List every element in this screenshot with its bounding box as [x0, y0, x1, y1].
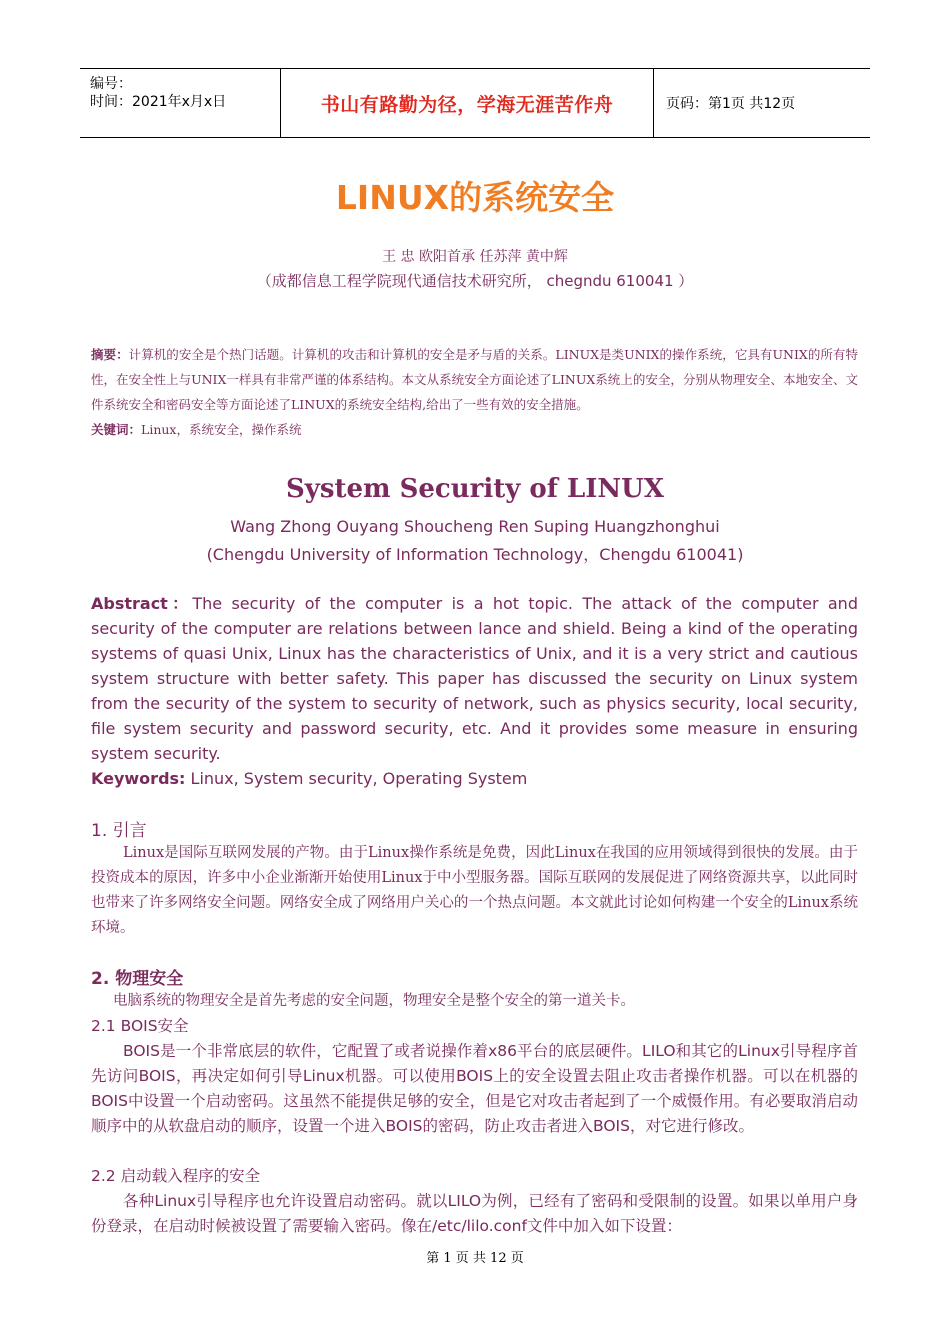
keywords-en-text: Linux, System security, Operating System: [185, 769, 528, 788]
header-motto-cell: [281, 69, 654, 137]
section-2-text: 电脑系统的物理安全是首先考虑的安全问题，物理安全是整个安全的第一道关卡。: [113, 993, 635, 1009]
time-label: 时间：2021年x月x日: [90, 94, 227, 110]
keywords-cn-text: Linux，系统安全，操作系统: [141, 422, 302, 437]
header-page-cell: [654, 69, 870, 137]
motto: 书山有路勤为径，学海无涯苦作舟: [320, 93, 614, 116]
section-2-2-text: 各种Linux引导程序也允许设置启动密码。就以LILO为例，已经有了密码和受限制的设置。如果以单用户身份登录，在启动时候被设置了需要输入密码。像在/etc/lilo.conf文件中加入如下设置：: [91, 1192, 858, 1235]
header-table: [80, 68, 870, 138]
abstract-en-label: Abstract：: [91, 594, 193, 613]
keywords-cn-label: 关键词：: [91, 422, 142, 437]
abstract-cn: [91, 342, 858, 442]
abstract-en: [91, 591, 858, 791]
affiliation-en: (Chengdu University of Information Technology，Chengdu 610041): [206, 545, 744, 564]
section-2-2-heading: 2.2 启动载入程序的安全: [91, 1167, 261, 1185]
page-footer: 第 1 页 共 12 页: [426, 1251, 524, 1266]
abstract-cn-text: 计算机的安全是个热门话题。计算机的攻击和计算机的安全是矛与盾的关系。LINUX是类UNIX的操作系统，它具有UNIX的所有特性，在安全性上与UNIX一样具有非常严谨的体系结构。本文从系统安全方面论述了LINUX系统上的安全，分别从物理安全、本地安全、文件系统安全和密码安全等方面论述了LINUX的系统安全结构,给出了一些有效的安全措施。: [91, 347, 858, 412]
english-title: System Security of LINUX: [285, 474, 665, 504]
affiliation-cn: （成都信息工程学院现代通信技术研究所， chegndu 610041 ）: [256, 272, 694, 290]
section-2-1-text: BOIS是一个非常底层的软件，它配置了或者说操作着x86平台的底层硬件。LILO和其它的Linux引导程序首先访问BOIS，再决定如何引导Linux机器。可以使用BOIS上的安全设置去阻止攻击者操作机器。可以在机器的BOIS中设置一个启动密码。这虽然不能提供足够的安全，但是它对攻击者起到了一个威慑作用。有必要取消启动顺序中的从软盘启动的顺序，设置一个进入BOIS的密码，防止攻击者进入BOIS，对它进行修改。: [91, 1042, 858, 1135]
page-info: 页码：第1页 共12页: [666, 96, 796, 112]
abstract-en-text: The security of the computer is a hot topic. The attack of the computer and security of the computer are relations between lance and shield. Being a kind of the operating systems of quasi Unix, Linux has the characteristics of Unix, and it is a very strict and cautious system structure with better safety. This paper has discussed the security on Linux system from the security of the system to security of network, such as physics security, local security, file system security and password security, etc. And it provides some measure in ensuring system security.: [91, 594, 858, 763]
header-left-cell: [80, 69, 281, 137]
section-1-heading: 1. 引言: [91, 821, 147, 841]
section-1-text: Linux是国际互联网发展的产物。由于Linux操作系统是免费，因此Linux在我国的应用领域得到很快的发展。由于投资成本的原因，许多中小企业渐渐开始使用Linux于中小型服务器。国际互联网的发展促进了网络资源共享，以此同时也带来了许多网络安全问题。网络安全成了网络用户关心的一个热点问题。本文就此讨论如何构建一个安全的Linux系统环境。: [91, 845, 858, 936]
authors-cn: 王 忠 欧阳首承 任苏萍 黄中辉: [382, 249, 568, 265]
keywords-en-label: Keywords:: [91, 769, 186, 788]
page-title: LINUX的系统安全: [335, 178, 615, 217]
number-label: 编号：: [90, 76, 132, 92]
abstract-cn-label: 摘要：: [91, 347, 129, 362]
authors-en: Wang Zhong Ouyang Shoucheng Ren Suping Huangzhonghui: [230, 517, 720, 536]
section-2-heading: 2. 物理安全: [91, 969, 184, 989]
section-2-1-heading: 2.1 BOIS安全: [91, 1017, 189, 1035]
